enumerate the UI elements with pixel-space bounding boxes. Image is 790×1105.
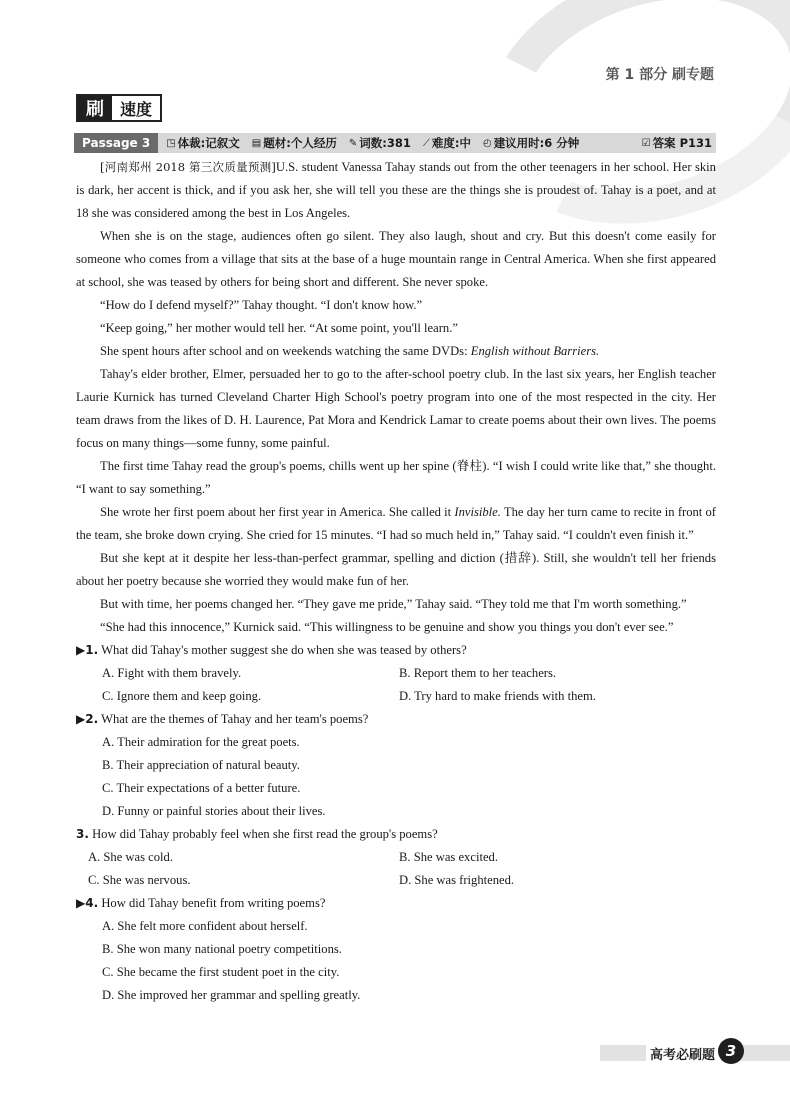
checkbox-icon: ☑ [641, 137, 651, 149]
paragraph: Tahay's elder brother, Elmer, persuaded her to go to the after-school poetry club. In the last six years, her English teacher Laurie Kurnick has turned Cleveland Charter High School's poetry program into one of the most respected in the city. Her team draws from the likes of D. H. Laurence, Pat Mora and Kendrick Lamar to create poems about their own lives. The poems focus on many things—some funny, some painful. [76, 367, 716, 450]
option-c: C. She became the first student poet in the city. [102, 965, 340, 979]
option-d: D. Funny or painful stories about their lives. [102, 804, 326, 818]
clock-icon: ◴ [482, 137, 492, 149]
option-b: B. Their appreciation of natural beauty. [102, 758, 300, 772]
badge-label: 速度 [120, 99, 153, 119]
paragraph: The first time Tahay read the group's poems, chills went up her spine (脊柱). “I wish I could write like that,” she thought. “I want to say something.” [76, 459, 716, 496]
option-d: D. Try hard to make friends with them. [399, 689, 596, 703]
triangle-marker-icon: ▶ [76, 896, 86, 910]
option-b: B. She won many national poetry competitions. [102, 942, 342, 956]
chart-icon: ⟋ [422, 137, 430, 149]
wordcount-item: ✎ 词数:381 [348, 136, 411, 150]
option-b: B. She was excited. [399, 850, 498, 864]
pen-icon: ✎ [348, 137, 358, 149]
section-header: 第 1 部分 刷专题 [605, 67, 714, 83]
option-a: A. Fight with them bravely. [102, 666, 242, 680]
speed-badge [76, 94, 162, 122]
passage-content [76, 156, 716, 1007]
option-a: A. She was cold. [88, 850, 173, 864]
list-icon: ▤ [251, 137, 262, 149]
paragraph: [河南郑州 2018 第三次质量预测]U.S. student Vanessa Tahay stands out from the other teenagers in her school. Her skin is dark, her accent is thick, and if you ask her, she will tell you these are the things she is proudest of. Tahay is a poet, and at 18 she was considered among the best in Los Angeles. [76, 160, 716, 220]
paragraph: But with time, her poems changed her. “They gave me pride,” Tahay said. “They told me that I'm worth something.” [100, 597, 687, 611]
option-a: A. Their admiration for the great poets. [102, 735, 300, 749]
option-a: A. She felt more confident about herself. [102, 919, 308, 933]
question-1: ▶1. What did Tahay's mother suggest she do when she was teased by others? A. Fight with them bravely. B. Report them to her teachers. C. Ignore them and keep going. D. Try hard to make friends with them. [76, 639, 716, 708]
difficulty-item: ⟋ 难度:中 [422, 136, 471, 150]
source-tag: [河南郑州 2018 第三次质量预测] [100, 160, 276, 174]
book-title: 高考必刷题 [646, 1044, 721, 1063]
passage-info-bar [74, 133, 716, 153]
question-2: ▶2. What are the themes of Tahay and her team's poems? A. Their admiration for the great poets. B. Their appreciation of natural beauty. C. Their expectations of a better future. D. Funny or painful stories about their lives. [76, 708, 716, 823]
badge-char: 刷 [78, 96, 112, 120]
option-b: B. Report them to her teachers. [399, 666, 557, 680]
triangle-marker-icon: ▶ [76, 643, 86, 657]
paragraph: “How do I defend myself?” Tahay thought. “I don't know how.” [100, 298, 423, 312]
paragraph: When she is on the stage, audiences often go silent. They also laugh, shout and cry. But this doesn't come easily for someone who comes from a village that sits at the base of a huge mountain range in Central America. When she first appeared at school, she was teased by others for being short and different. She never spoke. [76, 229, 716, 289]
paragraph: “She had this innocence,” Kurnick said. “This willingness to be genuine and show you things you don't ever see.” [100, 620, 674, 634]
question-4: ▶4. How did Tahay benefit from writing poems? A. She felt more confident about herself. B. She won many national poetry competitions. C. She became the first student poet in the city. D. She improved her grammar and spelling greatly. [76, 892, 716, 1007]
option-d: D. She was frightened. [399, 873, 515, 887]
document-icon: ◳ [166, 137, 176, 149]
passage-tag: Passage 3 [74, 133, 158, 153]
option-c: C. Ignore them and keep going. [102, 689, 262, 703]
paragraph: “Keep going,” her mother would tell her. “At some point, you'll learn.” [100, 321, 458, 335]
question-3: 3. How did Tahay probably feel when she first read the group's poems? A. She was cold. B. She was excited. C. She was nervous. D. She was frightened. [76, 823, 716, 892]
paragraph: She wrote her first poem about her first year in America. She called it Invisible. The day her turn came to recite in front of the team, she broke down crying. She cried for 15 minutes. “I had so much held in,” Tahay said. “I couldn't even finish it.” [76, 505, 716, 542]
time-item: ◴ 建议用时:6 分钟 [482, 136, 580, 150]
option-c: C. Their expectations of a better future. [102, 781, 301, 795]
answer-item: ☑ 答案 P131 [641, 136, 712, 150]
triangle-marker-icon: ▶ [76, 712, 86, 726]
genre-item: ◳ 体裁:记叙文 [166, 136, 240, 150]
page-number: 3 [718, 1038, 744, 1064]
option-c: C. She was nervous. [88, 873, 191, 887]
topic-item: ▤ 题材:个人经历 [251, 136, 337, 150]
option-d: D. She improved her grammar and spelling greatly. [102, 988, 361, 1002]
paragraph: She spent hours after school and on weekends watching the same DVDs: English without Barriers. [100, 344, 600, 358]
paragraph: But she kept at it despite her less-than-perfect grammar, spelling and diction (措辞). Still, she wouldn't tell her friends about her poetry because she worried they would make fun of her. [76, 551, 716, 588]
